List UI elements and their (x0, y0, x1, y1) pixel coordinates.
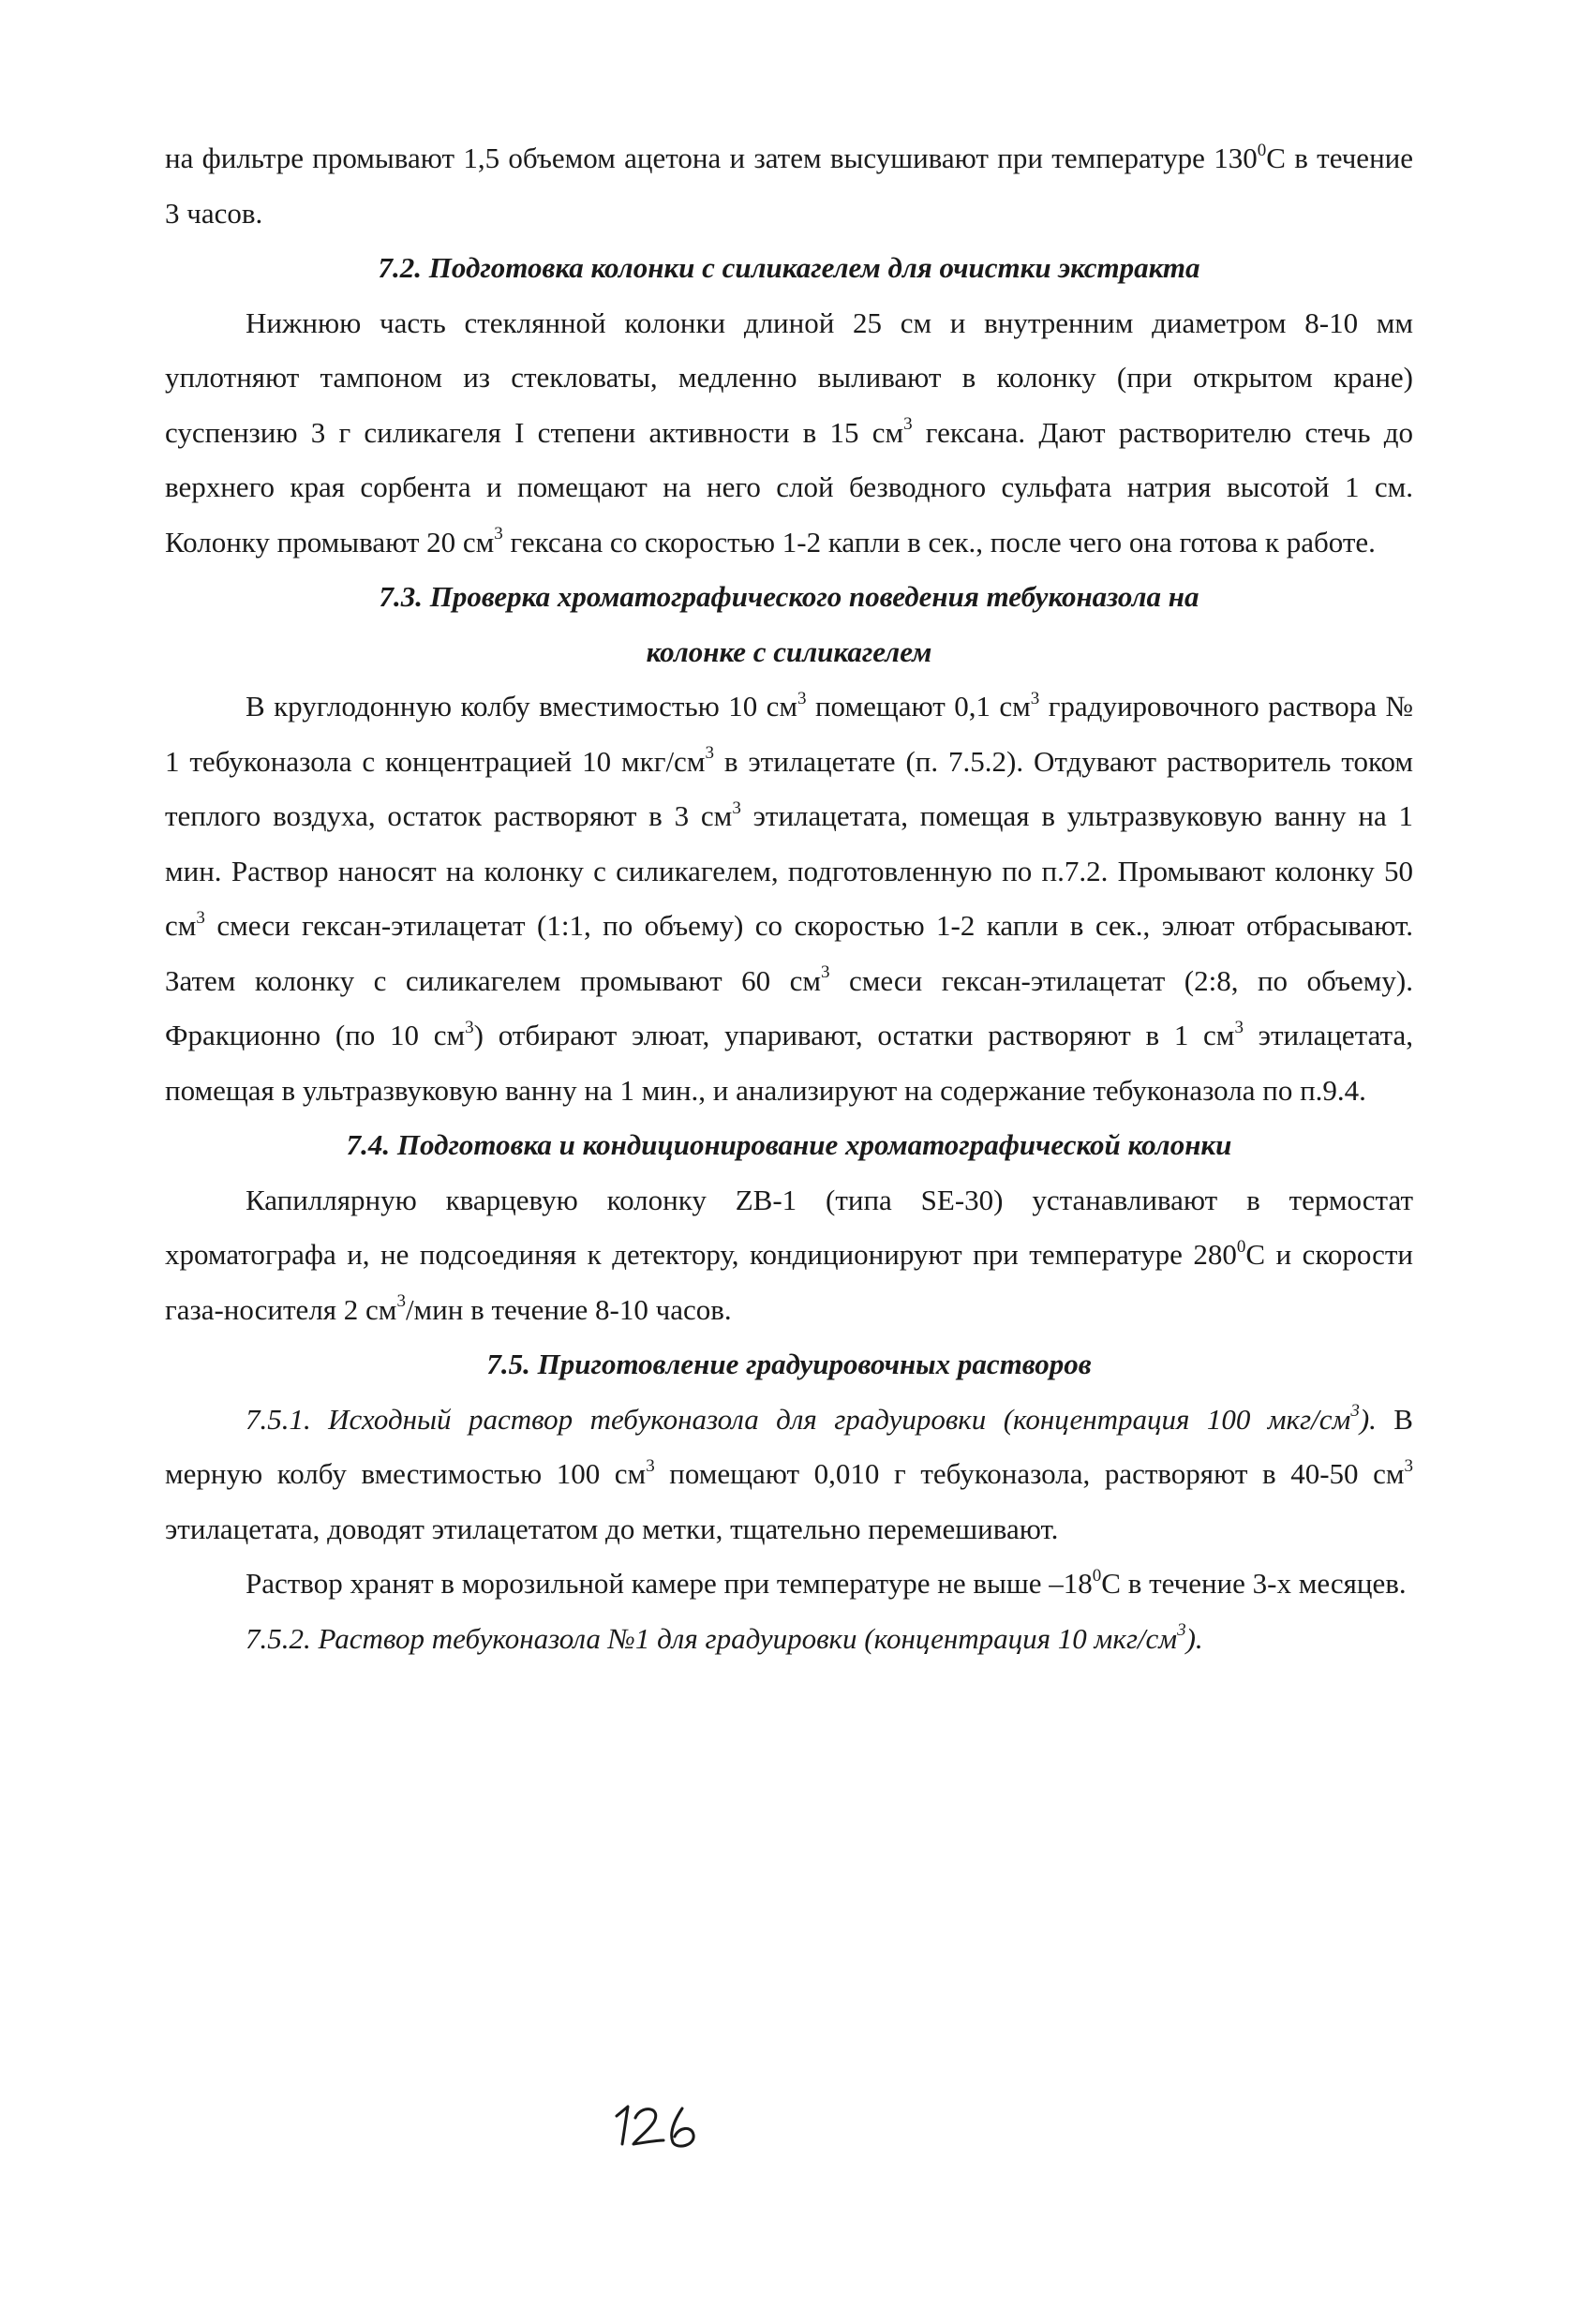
text: в этилацетате (п. 7.5.2). Отдувают растворитель током теплого воздуха, остаток растворяют в 3 см (165, 744, 1413, 832)
superscript: 3 (903, 414, 913, 435)
superscript: 3 (705, 743, 714, 764)
paragraph-7-3 (165, 679, 1413, 1118)
text: этилацетата, доводят этилацетатом до метки, тщательно перемешивают. (165, 1512, 1059, 1545)
superscript: 0 (1092, 1565, 1102, 1586)
text: ) отбирают элюат, упаривают, остатки растворяют в 1 см (473, 1019, 1235, 1051)
text: В мерную колбу вместимостью 100 см (165, 1402, 1413, 1490)
subsection-title: ). (1185, 1621, 1203, 1655)
section-heading-7-4: 7.4. Подготовка и кондиционирование хроматографической колонки (346, 1128, 1232, 1161)
subsection-title: 7.5.2. Раствор тебуконазола №1 для градуировки (концентрация 10 мкг/см (246, 1621, 1178, 1655)
subsection-title: 7.5.1. Исходный раствор тебуконазола для градуировки (концентрация 100 мкг/см (246, 1402, 1351, 1436)
superscript: 3 (494, 524, 503, 544)
text: Нижнюю часть стеклянной колонки длиной 25 см и внутренним диаметром 8-10 мм уплотняют тампоном из стекловаты, медленно выливают в колонку (при открытом кране) суспензию 3 г силикагеля I степени активности в 15 см (165, 305, 1413, 449)
text: этилацетата, помещая в ультразвуковую ванну на 1 мин., и анализируют на содержание тебуконазола по п.9.4. (165, 1019, 1413, 1107)
superscript: 3 (1030, 688, 1040, 708)
paragraph-7-5-1 (165, 1393, 1413, 1557)
section-heading-7-5: 7.5. Приготовление градуировочных растворов (486, 1348, 1092, 1380)
text: гексана со скоростью 1-2 капли в сек., после чего она готова к работе. (502, 525, 1376, 559)
subsection-title: ). (1359, 1402, 1377, 1436)
text: помещают 0,1 см (806, 690, 1031, 723)
superscript: 0 (1236, 1236, 1246, 1257)
text: С в течение 3 часов. (165, 142, 1414, 230)
text: на фильтре промывают 1,5 объемом ацетона и затем высушивают при температуре 130 (165, 142, 1258, 174)
paragraph-intro (165, 131, 1413, 241)
paragraph-7-5-2 (165, 1612, 1413, 1667)
text: помещают 0,010 г тебуконазола, растворяют в 40-50 см (654, 1457, 1405, 1490)
section-heading-7-3 (165, 570, 1413, 679)
paragraph-7-2 (165, 296, 1413, 571)
paragraph-storage (165, 1557, 1413, 1612)
heading-line: колонке с силикагелем (646, 634, 932, 668)
superscript: 3 (465, 1017, 474, 1037)
superscript: 3 (1234, 1017, 1244, 1037)
text: градуировочного раствора № 1 тебуконазола с концентрацией 10 мкг/см (165, 690, 1413, 778)
superscript: 3 (646, 1455, 655, 1476)
text: С и скорости газа-носителя 2 см (165, 1238, 1413, 1326)
superscript: 3 (396, 1291, 406, 1312)
handwritten-page-number (609, 2099, 712, 2155)
text: /мин в течение 8-10 часов. (405, 1292, 732, 1326)
superscript: 3 (797, 688, 807, 708)
superscript: 3 (732, 797, 741, 818)
text: С в течение 3-х месяцев. (1101, 1567, 1407, 1600)
heading-line: 7.3. Проверка хроматографического поведения тебуконазола на (379, 580, 1199, 613)
document-page (165, 131, 1413, 1666)
superscript: 3 (1350, 1401, 1360, 1422)
superscript: 3 (196, 907, 205, 928)
superscript: 3 (1177, 1620, 1186, 1641)
text: смеси гексан-этилацетат (2:8, по объему). Фракционно (по 10 см (165, 963, 1413, 1051)
text: смеси гексан-этилацетат (1:1, по объему) со скоростью 1-2 капли в сек., элюат отбрасывают. Затем колонку с силикагелем промывают 60 см (165, 909, 1413, 997)
text: Капиллярную кварцевую колонку ZB-1 (типа SE-30) устанавливают в термостат хроматографа и, не подсоединяя к детектору, кондиционируют при температуре 280 (165, 1183, 1413, 1271)
superscript: 3 (821, 962, 830, 983)
text: гексана. Дают растворителю стечь до верхнего края сорбента и помещают на него слой безводного сульфата натрия высотой 1 см. Колонку промывают 20 см (165, 415, 1413, 559)
superscript: 3 (1404, 1455, 1413, 1476)
superscript: 0 (1257, 140, 1267, 160)
text: Раствор хранят в морозильной камере при температуре не выше –18 (246, 1567, 1093, 1600)
text: этилацетата, помещая в ультразвуковую ванну на 1 мин. Раствор наносят на колонку с силикагелем, подготовленную по п.7.2. Промывают колонку 50 см (165, 799, 1414, 942)
section-heading-7-2: 7.2. Подготовка колонки с силикагелем для очистки экстракта (378, 251, 1200, 284)
text: В круглодонную колбу вместимостью 10 см (246, 690, 798, 723)
paragraph-7-4 (165, 1173, 1413, 1338)
